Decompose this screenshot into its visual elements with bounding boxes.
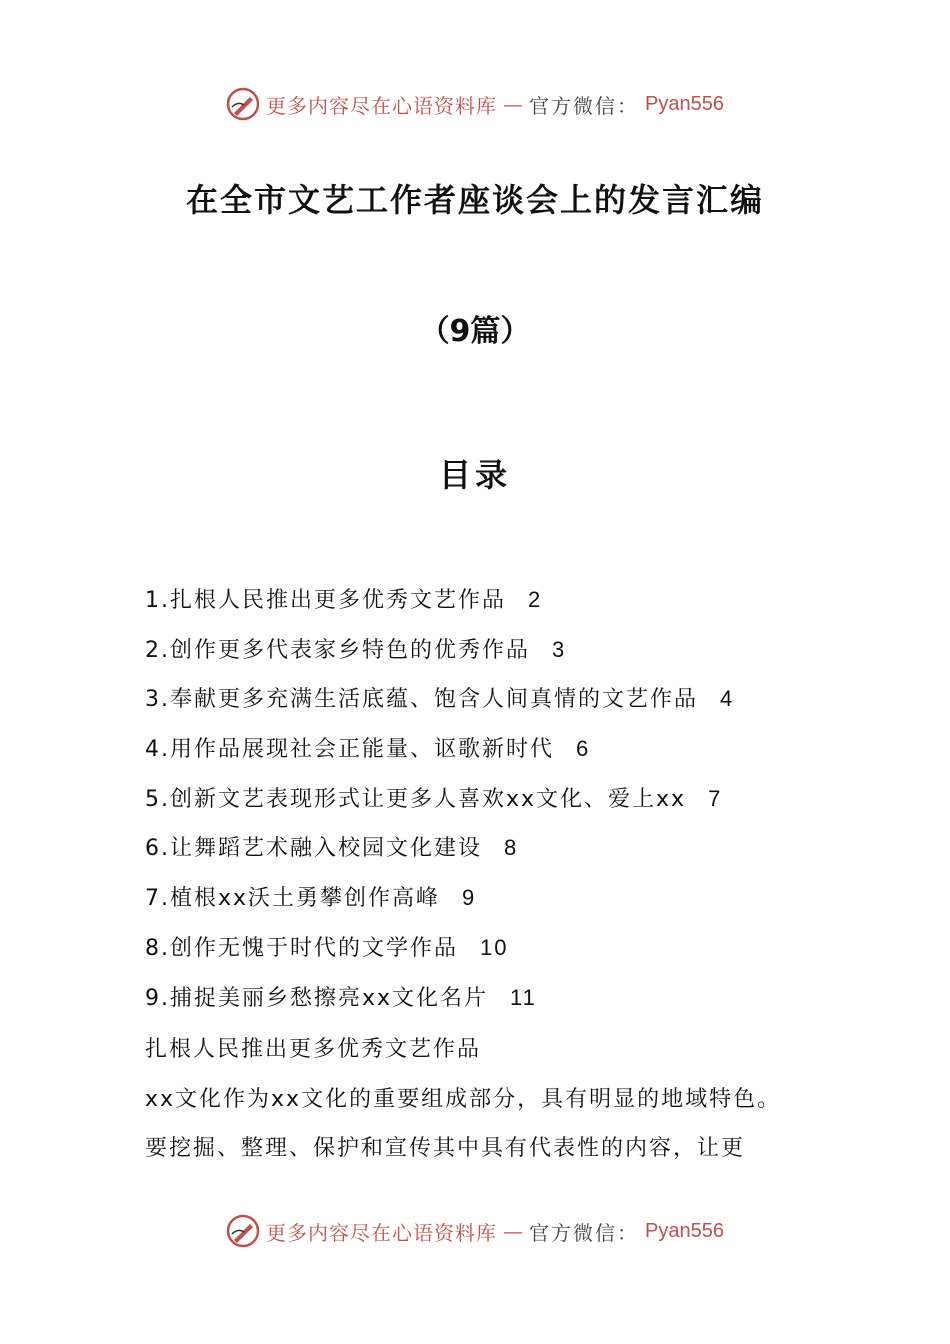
banner-wechat-label: 官方微信： [529, 93, 640, 118]
header-banner [0, 84, 950, 124]
toc-item-page: 7 [708, 785, 723, 811]
banner-text: 更多内容尽在心语资料库 [266, 1220, 498, 1245]
toc-item[interactable] [145, 582, 835, 632]
document-title: 在全市文艺工作者座谈会上的发言汇编 [185, 181, 764, 219]
banner-text: 更多内容尽在心语资料库 [266, 93, 498, 118]
toc-item-page: 9 [462, 885, 477, 911]
toc-item-page: 3 [552, 636, 567, 662]
table-of-contents [145, 582, 835, 1029]
toc-item[interactable] [145, 681, 835, 731]
pen-logo-icon [226, 1214, 260, 1248]
banner-wechat-id: Pyan556 [645, 1219, 724, 1242]
banner-separator: — [503, 1219, 524, 1243]
pen-logo-icon [226, 87, 260, 121]
footer-banner [0, 1211, 950, 1251]
toc-item-page: 6 [576, 736, 591, 762]
toc-item-page: 10 [480, 934, 509, 960]
toc-item-page: 4 [720, 686, 735, 712]
toc-item[interactable] [145, 781, 835, 831]
banner-wechat-id: Pyan556 [645, 92, 724, 115]
toc-item[interactable] [145, 830, 835, 880]
toc-item-title: 7.植根xx沃土勇攀创作高峰 [145, 886, 441, 912]
toc-item-page: 2 [528, 587, 543, 612]
banner-separator: — [503, 92, 524, 116]
toc-item-title: 4.用作品展现社会正能量、讴歌新时代 [145, 737, 554, 763]
toc-item[interactable] [145, 930, 835, 980]
section-heading: 扎根人民推出更多优秀文艺作品 [145, 1037, 482, 1062]
toc-item-page: 8 [504, 835, 519, 861]
document-subtitle: （9篇） [419, 314, 531, 349]
body-text [145, 1032, 835, 1181]
toc-item[interactable] [145, 632, 835, 682]
toc-heading: 目录 [438, 456, 511, 494]
toc-item[interactable] [145, 731, 835, 781]
toc-item-title: 1.扎根人民推出更多优秀文艺作品 [145, 588, 506, 613]
toc-item-title: 3.奉献更多充满生活底蕴、饱含人间真情的文艺作品 [145, 687, 698, 713]
toc-item-title: 9.捕捉美丽乡愁擦亮xx文化名片 [145, 985, 489, 1011]
paragraph-line: xx文化作为xx文化的重要组成部分，具有明显的地域特色。 [145, 1086, 782, 1112]
toc-item-page: 11 [510, 984, 537, 1010]
banner-wechat-label: 官方微信： [529, 1220, 640, 1245]
toc-item[interactable] [145, 880, 835, 930]
toc-item-title: 8.创作无愧于时代的文学作品 [145, 935, 458, 961]
paragraph-line: 要挖掘、整理、保护和宣传其中具有代表性的内容，让更 [145, 1136, 746, 1162]
toc-item[interactable] [145, 980, 835, 1030]
toc-item-title: 2.创作更多代表家乡特色的优秀作品 [145, 637, 530, 663]
toc-item-title: 6.让舞蹈艺术融入校园文化建设 [145, 836, 482, 862]
toc-item-title: 5.创新文艺表现形式让更多人喜欢xx文化、爱上xx [145, 786, 687, 812]
